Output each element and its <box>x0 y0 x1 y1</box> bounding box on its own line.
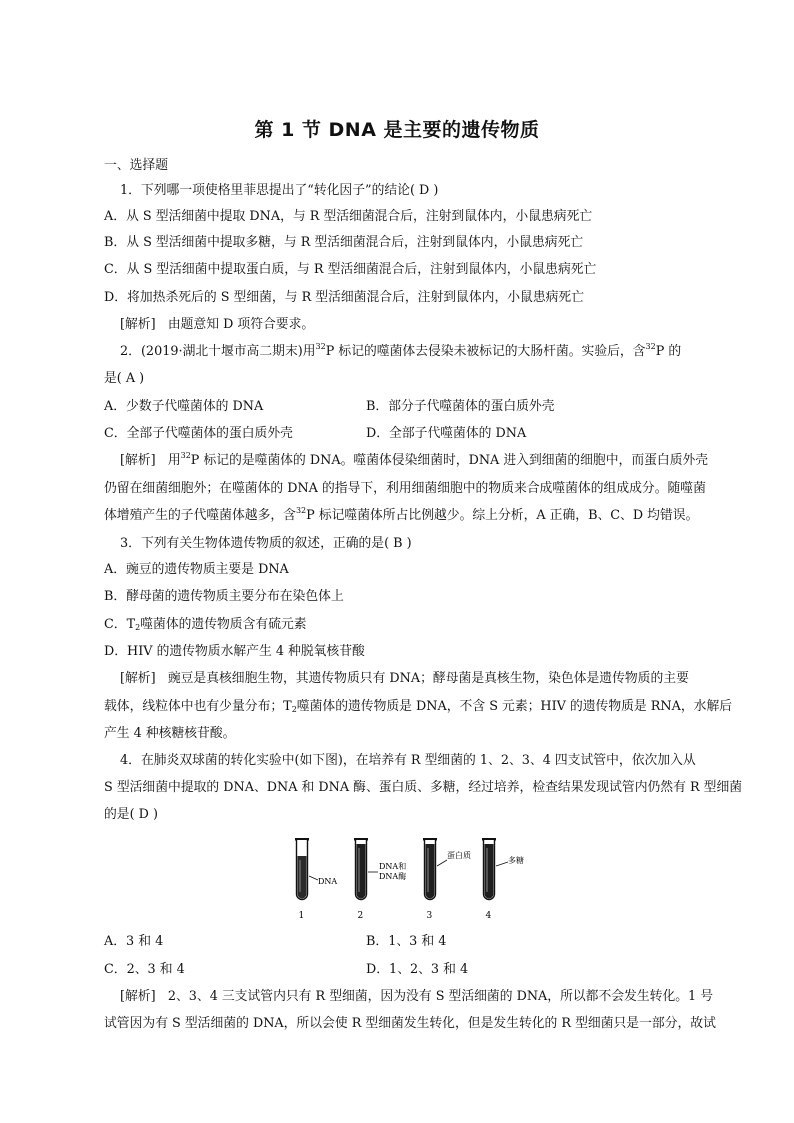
q1-option-b: B．从 S 型活细菌中提取多糖，与 R 型活细菌混合后，注射到鼠体内，小鼠患病死亡 <box>104 235 584 250</box>
q4-stem-line1: 4．在肺炎双球菌的转化实验中(如下图)，在培养有 R 型细菌的 1、2、3、4 四支试管中，依次加入从 <box>120 753 696 768</box>
q1-option-d: D．将加热杀死后的 S 型细菌，与 R 型活细菌混合后，注射到鼠体内，小鼠患病死亡 <box>104 290 585 305</box>
q2-option-d: D．全部子代噬菌体的 DNA <box>366 426 527 441</box>
test-tube-figure <box>284 832 524 924</box>
q4-analysis-line1 <box>120 989 713 1005</box>
q2-analysis-line2: 仍留在细菌细胞外；在噬菌体的 DNA 的指导下，利用细菌细胞中的物质来合成噬菌体的组成成分。随噬菌 <box>104 481 706 496</box>
q3-analysis-line1 <box>120 671 689 687</box>
test-tube-3 <box>423 838 471 921</box>
q2-option-b: B．部分子代噬菌体的蛋白质外壳 <box>366 399 555 414</box>
tube-4-number: 4 <box>485 911 492 921</box>
q4-option-a: A．3 和 4 <box>104 934 164 949</box>
q2-analysis-part: 用 <box>167 453 181 468</box>
q2-analysis-part: 体增殖产生的子代噬菌体越多，含 <box>104 508 296 523</box>
q2-stem-part: P 标记的噬菌体去侵染未被标记的大肠杆菌。实验后，含 <box>325 344 646 359</box>
superscript: 32 <box>315 342 326 351</box>
q3-stem: 3．下列有关生物体遗传物质的叙述，正确的是( B ) <box>120 536 412 551</box>
tube-2-number: 2 <box>357 911 364 921</box>
q4-stem-line2: S 型活细菌中提取的 DNA、DNA 和 DNA 酶、蛋白质、多糖，经过培养，检查结果发现试管内仍然有 R 型细菌 <box>104 780 743 795</box>
q2-stem-part: P 的 <box>655 344 682 359</box>
page-title: 第 1 节 DNA 是主要的遗传物质 <box>254 119 540 141</box>
q3-analysis-line2 <box>104 699 732 715</box>
q4-option-b: B．1、3 和 4 <box>366 934 447 949</box>
q3-option-c <box>104 617 307 633</box>
tube-3-number: 3 <box>426 911 433 921</box>
q3-option-c-part: 噬菌体的遗传物质含有硫元素 <box>140 617 307 632</box>
q2-stem-line2: 是( A ) <box>104 371 145 386</box>
tube-2-label-line1: DNA和 <box>379 862 407 871</box>
tube-1-label: DNA <box>318 877 338 886</box>
q3-option-d: D．HIV 的遗传物质水解产生 4 种脱氧核苷酸 <box>104 644 365 659</box>
q2-analysis-line3 <box>104 508 698 524</box>
q2-analysis-part: P 标记噬菌体所占比例越少。综上分析，A 正确，B、C、D 均错误。 <box>306 508 699 523</box>
analysis-tag: [解析] <box>120 989 156 1004</box>
q2-option-a: A．少数子代噬菌体的 DNA <box>104 399 264 414</box>
analysis-tag: [解析] <box>120 317 156 332</box>
q2-analysis-line1 <box>120 453 708 469</box>
test-tube-4 <box>482 838 524 921</box>
superscript: 32 <box>295 506 307 515</box>
tube-4-label: 多糖 <box>508 856 524 865</box>
q4-option-d: D．1、2、3 和 4 <box>366 962 469 977</box>
q3-analysis-part: 载体，线粒体中也有少量分布；T <box>104 699 292 714</box>
q3-analysis-line3: 产生 4 种核糖核苷酸。 <box>104 726 236 741</box>
q3-option-a: A．豌豆的遗传物质主要是 DNA <box>104 562 289 577</box>
q2-option-c: C．全部子代噬菌体的蛋白质外壳 <box>104 426 293 441</box>
subscript: 2 <box>291 705 297 714</box>
tube-1-number: 1 <box>298 911 305 921</box>
q2-analysis-part: P 标记的是噬菌体的 DNA。噬菌体侵染细菌时，DNA 进入到细菌的细胞中，而蛋白质外壳 <box>190 453 709 468</box>
q3-analysis-part: 豌豆是真核细胞生物，其遗传物质只有 DNA；酵母菌是真核生物，染色体是遗传物质的主要 <box>167 671 689 686</box>
q1-analysis <box>120 317 314 333</box>
q2-stem-part: 2．(2019·湖北十堰市高二期末)用 <box>120 344 316 359</box>
analysis-tag: [解析] <box>120 671 156 686</box>
q1-analysis-text: 由题意知 D 项符合要求。 <box>167 317 315 332</box>
q4-analysis-part: 2、3、4 三支试管内只有 R 型细菌，因为没有 S 型活细菌的 DNA，所以都不会发生转化。1 号 <box>167 989 714 1004</box>
analysis-tag: [解析] <box>120 453 156 468</box>
tube-2-label-line2: DNA酶 <box>379 872 407 881</box>
q3-option-b: B．酵母菌的遗传物质主要分布在染色体上 <box>104 589 344 604</box>
test-tube-1 <box>295 838 337 921</box>
q1-stem: 1．下列哪一项使格里菲思提出了“转化因子”的结论( D ) <box>120 183 439 198</box>
q3-analysis-part: 噬菌体的遗传物质是 DNA，不含 S 元素；HIV 的遗传物质是 RNA，水解后 <box>296 699 733 714</box>
tube-3-label: 蛋白质 <box>447 851 471 860</box>
superscript: 32 <box>645 342 656 351</box>
q4-stem-line3: 的是( D ) <box>104 807 158 822</box>
q3-option-c-part: C．T <box>104 617 136 632</box>
q4-option-c: C．2、3 和 4 <box>104 962 185 977</box>
subscript: 2 <box>135 623 141 632</box>
q1-option-c: C．从 S 型活细菌中提取蛋白质，与 R 型活细菌混合后，注射到鼠体内，小鼠患病死亡 <box>104 262 597 277</box>
test-tube-2 <box>354 838 406 921</box>
q4-analysis-line2: 试管因为有 S 型活细菌的 DNA，所以会使 R 型细菌发生转化，但是发生转化的 R 型细菌只是一部分，故试 <box>104 1016 716 1031</box>
superscript: 32 <box>180 451 191 460</box>
q1-option-a: A．从 S 型活细菌中提取 DNA，与 R 型活细菌混合后，注射到鼠体内，小鼠患病死亡 <box>104 209 593 224</box>
section-heading: 一、选择题 <box>104 158 168 173</box>
q2-stem <box>120 344 681 360</box>
